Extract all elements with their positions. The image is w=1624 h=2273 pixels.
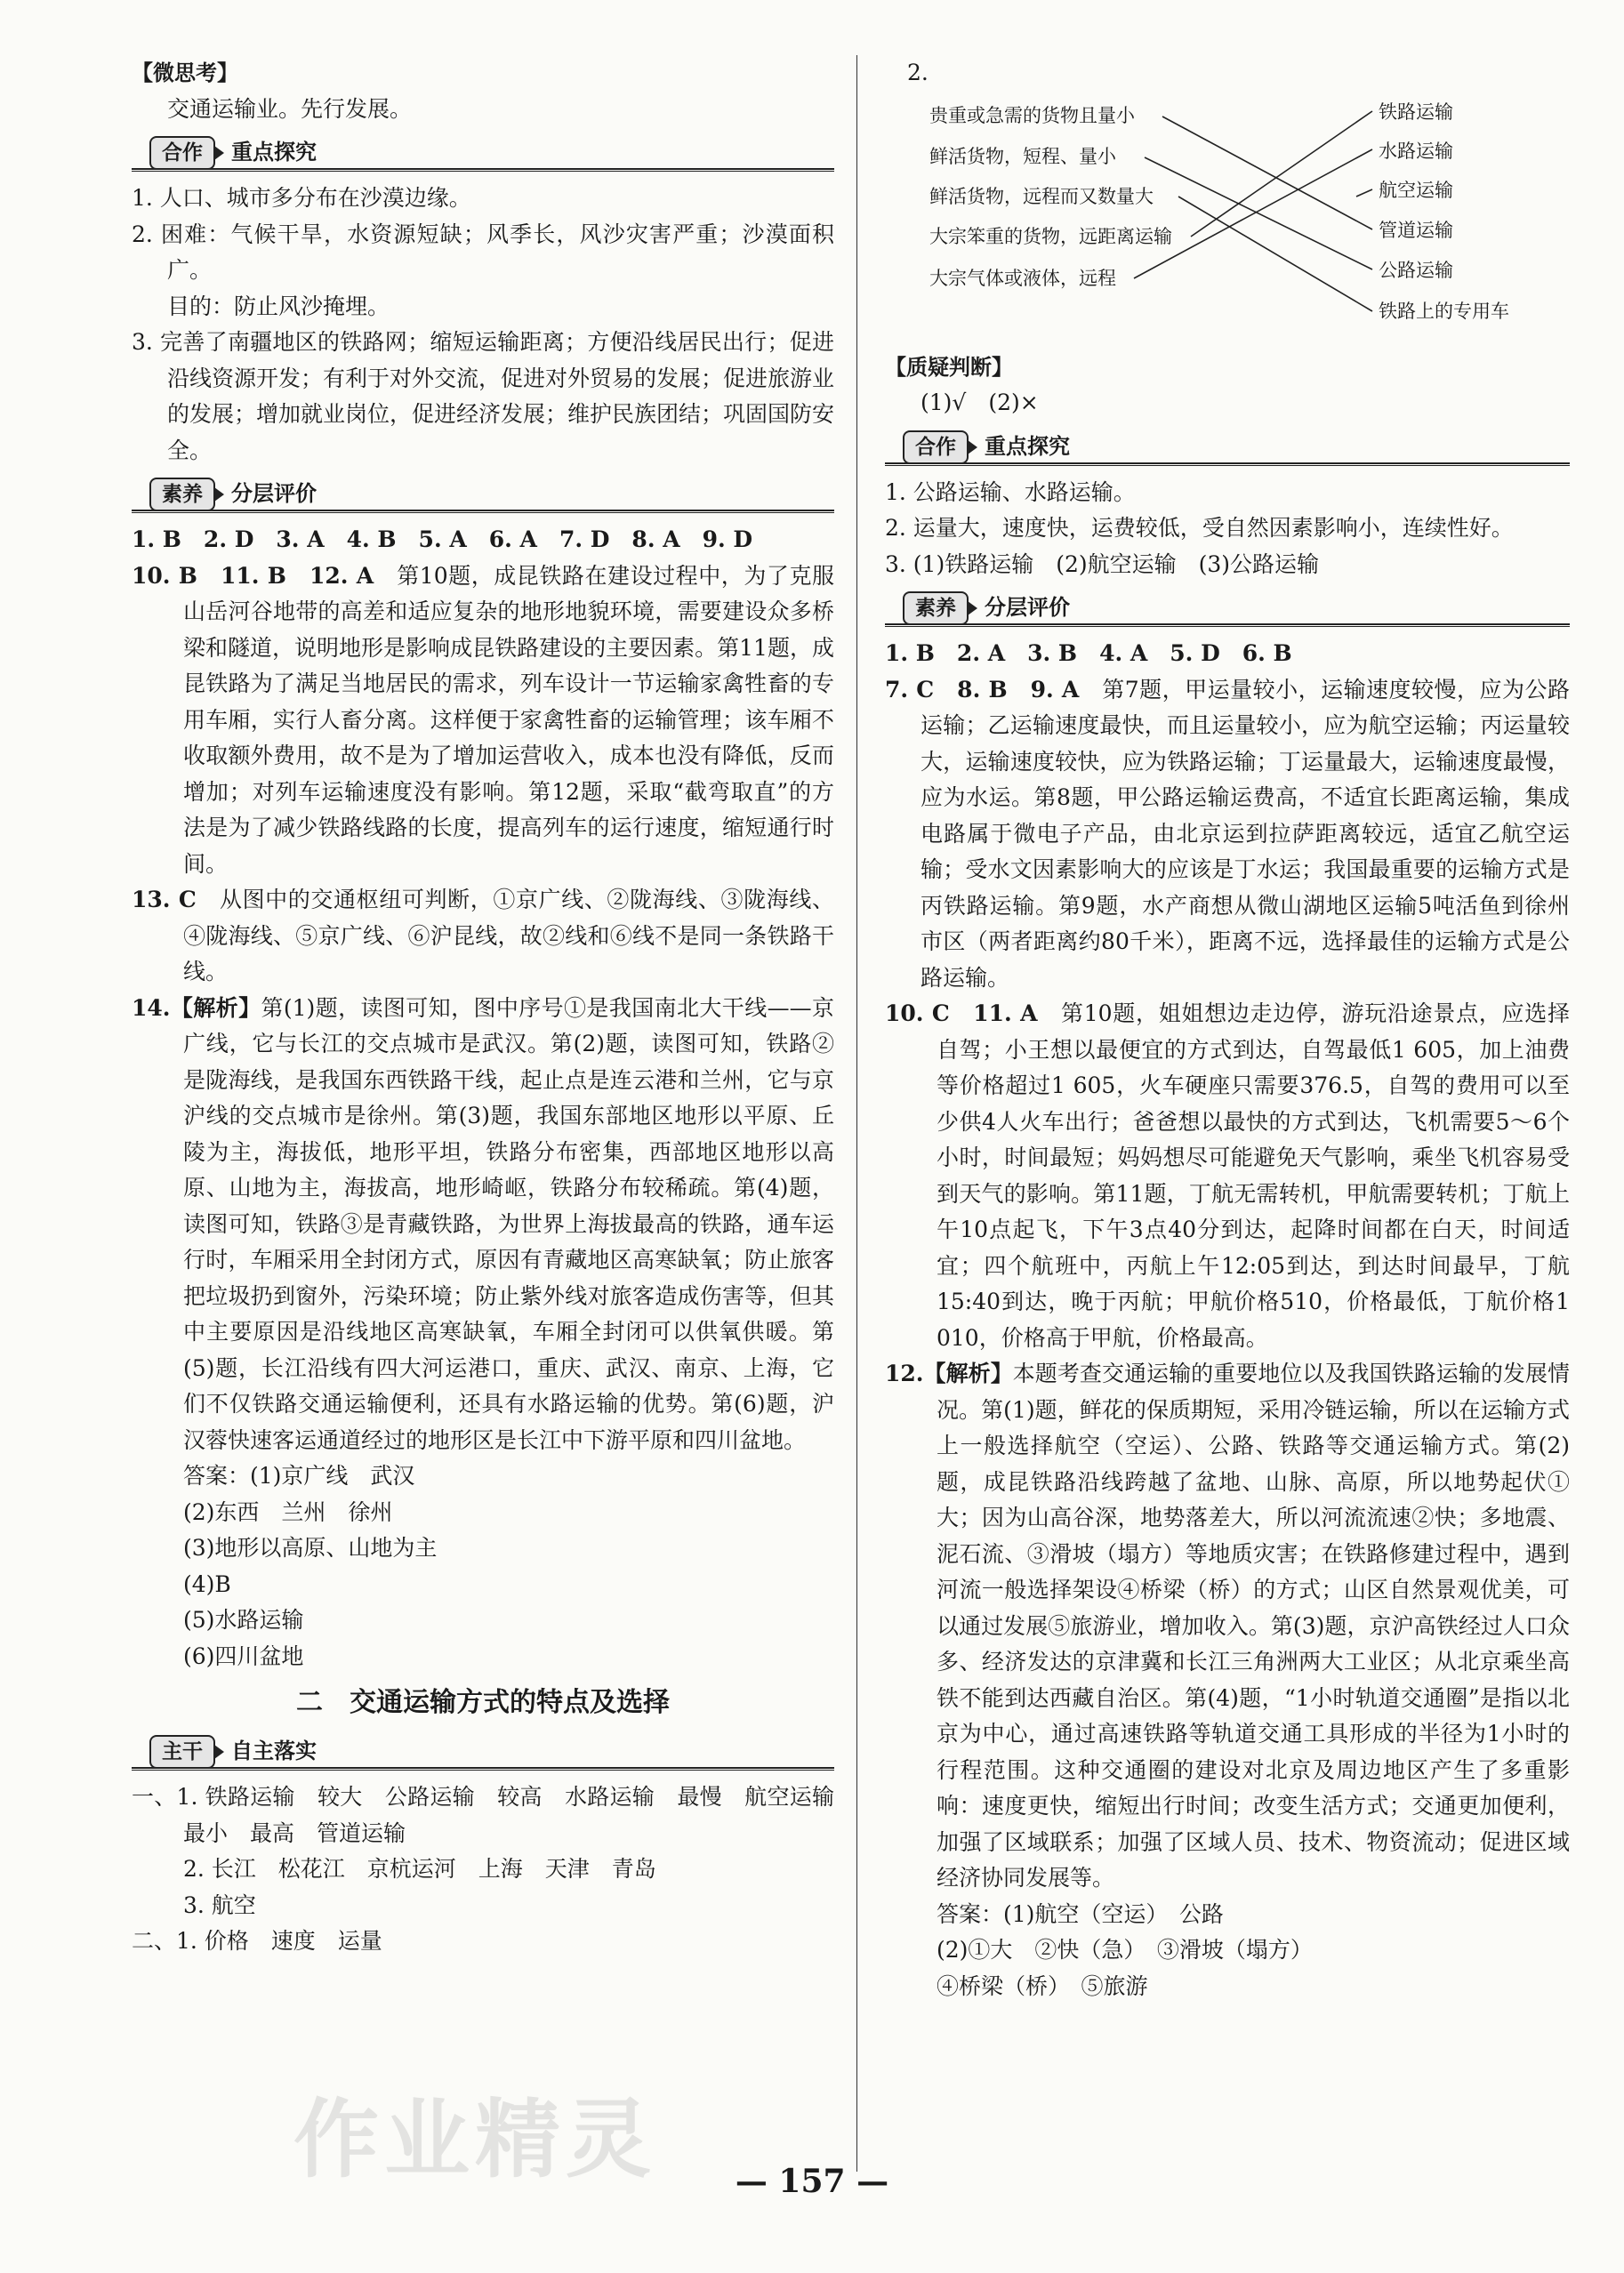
column-divider bbox=[856, 55, 857, 2172]
left-column bbox=[132, 55, 857, 1960]
micro-think-text: 交通运输业。先行发展。 bbox=[167, 95, 413, 122]
answer-12-key: 答案：(1)航空（空运） 公路 bbox=[937, 1900, 1224, 1927]
answer-14-key: (6)四川盆地 bbox=[183, 1643, 304, 1669]
answer-item: 1. 公路运输、水路运输。 bbox=[885, 478, 1136, 505]
match-right-item: 水路运输 bbox=[1379, 140, 1453, 162]
match-line bbox=[1145, 157, 1372, 269]
answer-14-key: (4)B bbox=[183, 1570, 231, 1597]
answer-14-key: (3)地形以高原、山地为主 bbox=[183, 1535, 438, 1561]
answer-7-9: 7. C 8. B 9. A 第7题，甲运量较小，运输速度较慢，应为公路运输；乙运输速度最快，而且运量较小，应为航空运输；丙运量较大，运输速度较快，应为铁路运输；丁运量最大，运输速度最慢，应为水运。第8题，甲公路运输运费高，不适宜长距离运输，集成电路属于微电子产品，由北京运到拉萨距离较远，适宜乙航空运输；受水文因素影响大的应该是丁水运；我国最重要的运输方式是丙铁路运输。第9题，水产商想从微山湖地区运输5吨活鱼到徐州市区（两者距离约80千米），距离不远，选择最佳的运输方式是公路运输。 bbox=[885, 676, 1570, 991]
answer-14-key: 答案：(1)京广线 武汉 bbox=[183, 1463, 415, 1489]
answers-1-6: 1. B 2. A 3. B 4. A 5. D 6. B bbox=[885, 640, 1292, 666]
answer-item: 1. 人口、城市多分布在沙漠边缘。 bbox=[132, 185, 471, 211]
matching-diagram bbox=[885, 92, 1570, 349]
section-label: 重点探究 bbox=[231, 140, 317, 165]
match-right-item: 铁路上的专用车 bbox=[1379, 300, 1509, 322]
answer-item: 目的：防止风沙掩埋。 bbox=[167, 293, 390, 319]
match-right-item: 管道运输 bbox=[1379, 219, 1453, 241]
answer-item: 2. 运量大，速度快，运费较低，受自然因素影响小，连续性好。 bbox=[885, 515, 1514, 541]
answer-item: 一、1. 铁路运输 较大 公路运输 较高 水路运输 最慢 航空运输 最小 最高 管道运输 bbox=[132, 1784, 857, 1846]
match-left-item: 大宗笨重的货物，远距离运输 bbox=[929, 225, 1172, 247]
judge-label: 【质疑判断】 bbox=[885, 354, 1013, 380]
section-header-cooperation bbox=[885, 429, 1570, 468]
answer-item: 二、1. 价格 速度 运量 bbox=[132, 1928, 382, 1954]
section-title: 二 交通运输方式的特点及选择 bbox=[296, 1687, 670, 1718]
answer-13: 13. C 从图中的交通枢纽可判断，①京广线、②陇海线、③陇海线、④陇海线、⑤京广线、⑥沪昆线，故②线和⑥线不是同一条铁路干线。 bbox=[132, 887, 834, 984]
answer-10-11: 10. C 11. A 第10题，姐姐想边走边停，游玩沿途景点，应选择自驾；小王想以最便宜的方式到达，自驾最低1 605，加上油费等价格超过1 605，火车硬座只需要376.5，自驾的费用可以至少供4人火车出行；爸爸想以最快的方式到达，飞机需要5～6个小时，时间最短；妈妈想尽可能避免天气影响，乘坐飞机容易受到天气的影响。第11题，丁航无需转机，甲航需要转机；丁航上午10点起飞，下午3点40分到达，起降时间都在白天，时间适宜；四个航班中，丙航上午12:05到达，到达时间最早，丁航15:40到达，晚于丙航；甲航价格510，价格最低，丁航价格1 010，价格高于甲航，价格最高。 bbox=[885, 1000, 1570, 1351]
section-tag: 合作 bbox=[903, 430, 969, 464]
right-column bbox=[885, 55, 1570, 2004]
item-2-label: 2. bbox=[907, 60, 929, 85]
answer-14: 14.【解析】第(1)题，读图可知，图中序号①是我国南北大干线——京广线，它与长江的交点城市是武汉。第(2)题，读图可知，铁路②是陇海线，是我国东西铁路干线，起止点是连云港和兰州，它与京沪线的交点城市是徐州。第(3)题，我国东部地区地形以平原、丘陵为主，海拔低，地形平坦，铁路分布密集，西部地区地形以高原、山地为主，海拔高，地形崎岖，铁路分布较稀疏。第(4)题，读图可知，铁路③是青藏铁路，为世界上海拔最高的铁路，通车运行时，车厢采用全封闭方式，原因有青藏地区高寒缺氧；防止旅客把垃圾扔到窗外，污染环境；防止紫外线对旅客造成伤害等，但其中主要原因是沿线地区高寒缺氧，车厢全封闭可以供氧供暖。第(5)题，长江沿线有四大河运港口，重庆、武汉、南京、上海，它们不仅铁路交通运输便利，还具有水路运输的优势。第(6)题，沪汉蓉快速客运通道经过的地形区是长江中下游平原和四川盆地。 bbox=[132, 994, 834, 1453]
match-left-item: 大宗气体或液体，远程 bbox=[929, 267, 1116, 289]
match-right-item: 铁路运输 bbox=[1379, 100, 1453, 123]
answer-item: 3. 航空 bbox=[183, 1891, 256, 1918]
section-label: 重点探究 bbox=[985, 433, 1070, 459]
section-label: 自主落实 bbox=[231, 1739, 317, 1763]
answer-12-key: (2)①大 ②快（急） ③滑坡（塌方） bbox=[937, 1937, 1313, 1963]
section-header-main bbox=[132, 1733, 834, 1772]
section-header-cooperation bbox=[132, 134, 834, 173]
section-tag: 合作 bbox=[149, 136, 215, 170]
section-tag: 素养 bbox=[149, 478, 215, 511]
page-number: — 157 — bbox=[735, 2163, 889, 2200]
match-left-item: 贵重或急需的货物且量小 bbox=[929, 104, 1135, 126]
match-line bbox=[1191, 111, 1372, 237]
section-header-literacy bbox=[885, 590, 1570, 629]
match-right-item: 航空运输 bbox=[1379, 179, 1453, 201]
answer-item: 2. 长江 松花江 京杭运河 上海 天津 青岛 bbox=[183, 1856, 656, 1882]
answer-14-key: (2)东西 兰州 徐州 bbox=[183, 1498, 393, 1525]
answers-1-9: 1. B 2. D 3. A 4. B 5. A 6. A 7. D 8. A 9. D bbox=[132, 526, 753, 552]
answer-14-key: (5)水路运输 bbox=[183, 1607, 304, 1633]
section-tag: 素养 bbox=[903, 591, 969, 625]
section-label: 分层评价 bbox=[985, 595, 1070, 620]
section-label: 分层评价 bbox=[231, 481, 317, 506]
match-right-item: 公路运输 bbox=[1379, 259, 1453, 281]
judge-text: (1)√ (2)× bbox=[921, 390, 1039, 415]
section-header-literacy bbox=[132, 476, 834, 515]
match-line bbox=[1356, 189, 1372, 197]
watermark: 作业精灵 bbox=[293, 2090, 656, 2189]
answer-item: 3. (1)铁路运输 (2)航空运输 (3)公路运输 bbox=[885, 550, 1320, 577]
answer-12: 12.【解析】本题考查交通运输的重要地位以及我国铁路运输的发展情况。第(1)题，鲜花的保质期短，采用冷链运输，所以在运输方式上一般选择航空（空运）、公路、铁路等交通运输方式。第(2)题，成昆铁路沿线跨越了盆地、山脉、高原，所以地势起伏①大；因为山高谷深，地势落差大，所以河流流速②快；多地震、泥石流、③滑坡（塌方）等地质灾害；在铁路修建过程中，遇到河流一般选择架设④桥梁（桥）的方式；山区自然景观优美，可以通过发展⑤旅游业，增加收入。第(3)题，京沪高铁经过人口众多、经济发达的京津冀和长江三角洲两大工业区；从北京乘坐高铁不能到达西藏自治区。第(4)题，“1小时轨道交通圈”是指以北京为中心，通过高速铁路等轨道交通工具形成的半径为1小时的行程范围。这种交通圈的建设对北京及周边地区产生了多重影响：速度更快，缩短出行时间；改变生活方式；交通更加便利，加强了区域联系；加强了区域人员、技术、物资流动；促进区域经济协同发展等。 bbox=[885, 1361, 1570, 1891]
match-line bbox=[1134, 149, 1372, 278]
micro-think-label: 【微思考】 bbox=[132, 60, 238, 85]
answer-item: 3. 完善了南疆地区的铁路网；缩短运输距离；方便沿线居民出行；促进沿线资源开发；有利于对外交流，促进对外贸易的发展；促进旅游业的发展；增加就业岗位，促进经济发展；维护民族团结；巩固国防安全。 bbox=[132, 329, 835, 463]
answer-12-key: ④桥梁（桥） ⑤旅游 bbox=[937, 1972, 1148, 1999]
answer-10-12: 10. B 11. B 12. A 第10题，成昆铁路在建设过程中，为了克服山岳河谷地带的高差和适应复杂的地形地貌环境，需要建设众多桥梁和隧道，说明地形是影响成昆铁路建设的主要因素。第11题，成昆铁路为了满足当地居民的需求，列车设计一节运输家禽牲畜的专用车厢，实行人畜分离。这样便于家禽牲畜的运输管理；该车厢不收取额外费用，故不是为了增加运营收入，成本也没有降低，反而增加；对列车运输速度没有影响。第12题，采取“截弯取直”的方法是为了减少铁路线路的长度，提高列车的运行速度，缩短通行时间。 bbox=[132, 562, 834, 877]
answer-item: 2. 困难：气候干旱，水资源短缺；风季长，风沙灾害严重；沙漠面积广。 bbox=[132, 221, 834, 283]
match-left-item: 鲜活货物，远程而又数量大 bbox=[929, 185, 1154, 207]
section-tag: 主干 bbox=[149, 1735, 215, 1769]
match-left-item: 鲜活货物，短程、量小 bbox=[929, 145, 1116, 167]
